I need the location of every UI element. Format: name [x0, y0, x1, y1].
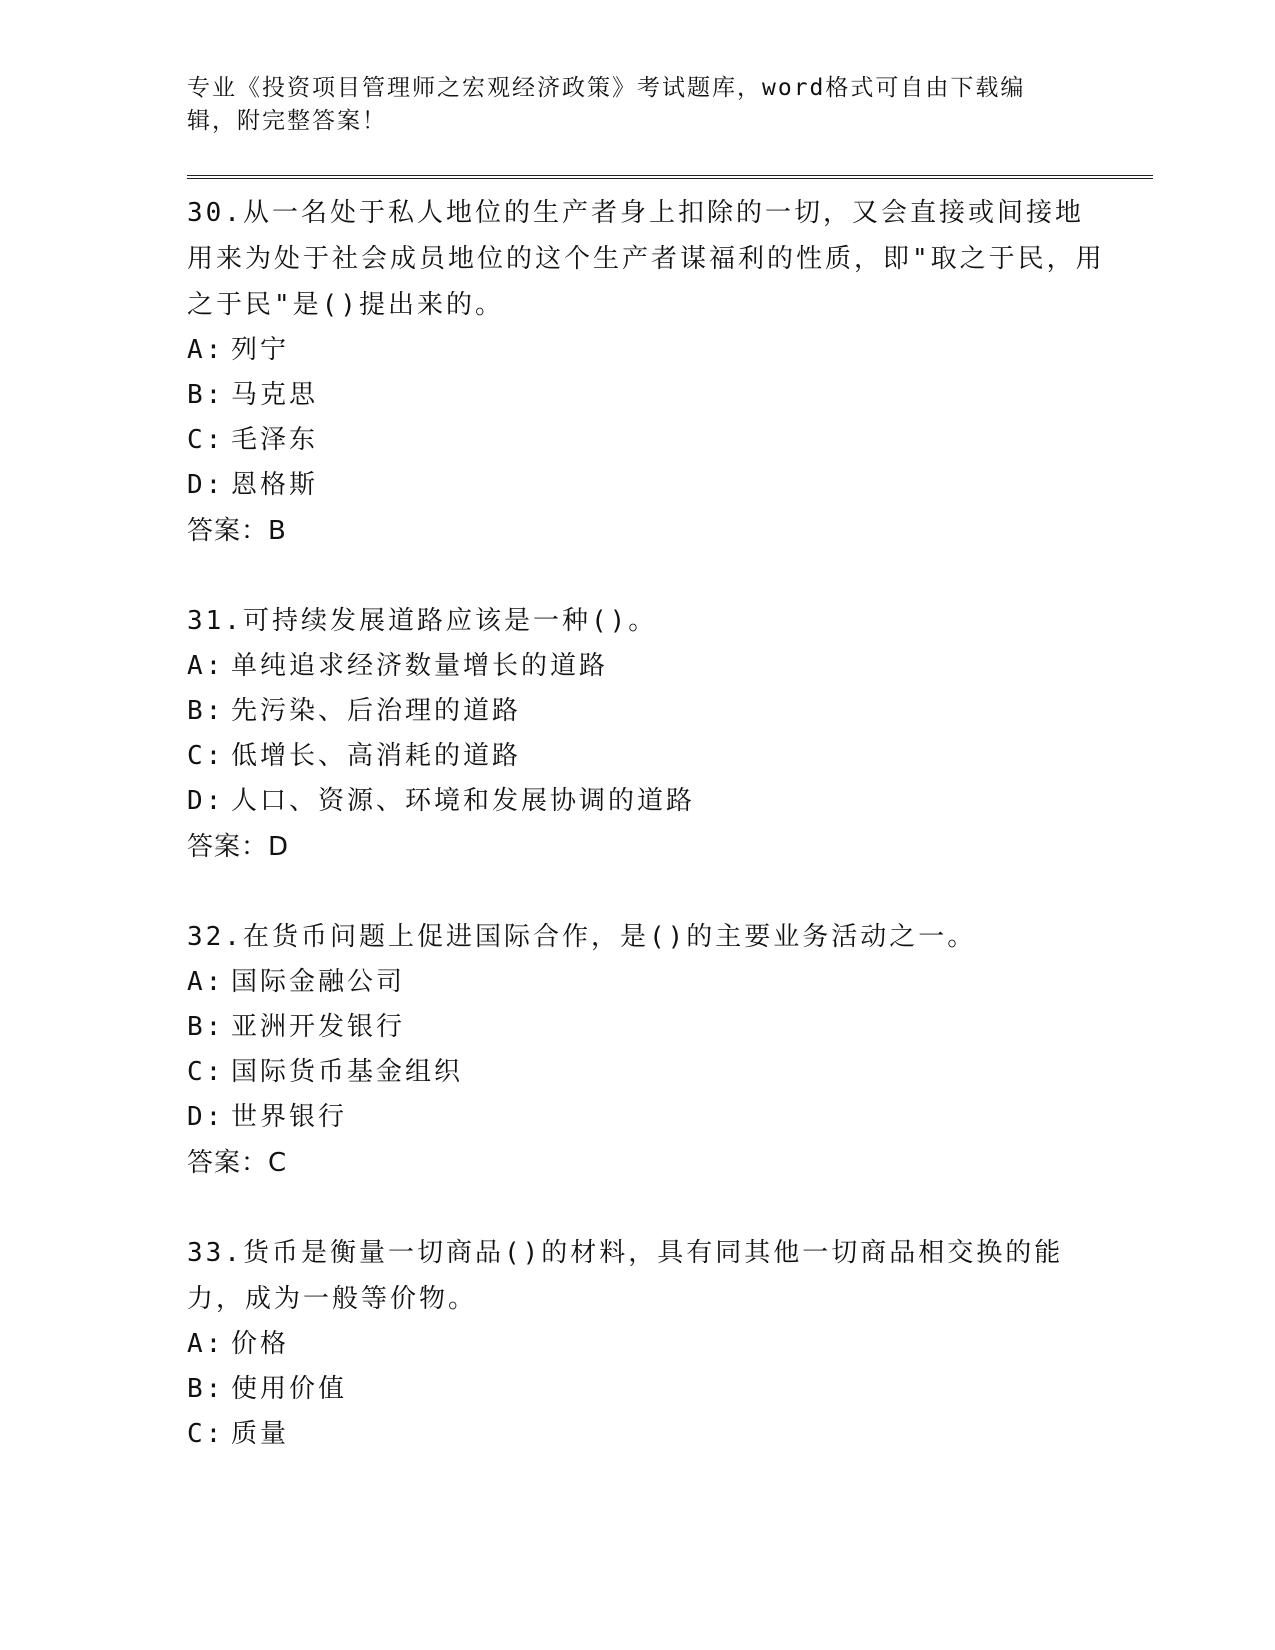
option-key: C: [187, 741, 225, 771]
option-key: D: [187, 786, 225, 816]
question-list [187, 190, 1107, 1501]
option-key: C: [187, 1419, 225, 1449]
question-31 [187, 598, 1107, 870]
option-c [187, 1050, 1107, 1095]
answer-line: 答案：C [187, 1148, 288, 1178]
option-b [187, 689, 1107, 734]
option-c [187, 734, 1107, 779]
option-text: 先污染、后治理的道路 [231, 696, 522, 726]
option-key: B: [187, 696, 225, 726]
question-stem: 30.从一名处于私人地位的生产者身上扣除的一切，又会直接或间接地用来为处于社会成员地位的这个生产者谋福利的性质，即"取之于民，用之于民"是()提出来的。 [187, 198, 1105, 320]
question-33 [187, 1230, 1107, 1457]
option-text: 单纯追求经济数量增长的道路 [231, 651, 609, 681]
question-stem: 32.在货币问题上促进国际合作，是()的主要业务活动之一。 [187, 922, 977, 952]
option-a [187, 328, 1107, 373]
option-text: 价格 [231, 1329, 290, 1359]
option-key: A: [187, 1329, 225, 1359]
option-key: A: [187, 651, 225, 681]
option-b [187, 1367, 1107, 1412]
option-c [187, 418, 1107, 463]
option-c [187, 1412, 1107, 1457]
question-stem: 31.可持续发展道路应该是一种()。 [187, 606, 658, 636]
option-text: 国际金融公司 [231, 967, 406, 997]
option-text: 低增长、高消耗的道路 [231, 741, 522, 771]
option-key: A: [187, 967, 225, 997]
option-d [187, 1095, 1107, 1140]
option-text: 国际货币基金组织 [231, 1057, 464, 1087]
option-text: 世界银行 [231, 1102, 348, 1132]
option-a [187, 644, 1107, 689]
option-text: 毛泽东 [231, 425, 319, 455]
option-key: D: [187, 1102, 225, 1132]
question-32 [187, 914, 1107, 1186]
option-b [187, 1005, 1107, 1050]
option-d [187, 463, 1107, 508]
header-divider [187, 175, 1153, 179]
option-key: C: [187, 1057, 225, 1087]
option-text: 使用价值 [231, 1374, 348, 1404]
option-text: 质量 [231, 1419, 290, 1449]
option-key: B: [187, 1374, 225, 1404]
question-30 [187, 190, 1107, 554]
option-d [187, 779, 1107, 824]
option-key: A: [187, 335, 225, 365]
option-key: C: [187, 425, 225, 455]
option-text: 列宁 [231, 335, 290, 365]
option-text: 恩格斯 [231, 470, 319, 500]
option-key: D: [187, 470, 225, 500]
option-key: B: [187, 1012, 225, 1042]
option-text: 马克思 [231, 380, 319, 410]
option-a [187, 1322, 1107, 1367]
option-b [187, 373, 1107, 418]
answer-line: 答案：B [187, 516, 287, 546]
option-key: B: [187, 380, 225, 410]
document-header: 专业《投资项目管理师之宏观经济政策》考试题库，word格式可自由下载编辑，附完整答案！ [187, 75, 1026, 134]
answer-line: 答案：D [187, 832, 290, 862]
option-a [187, 960, 1107, 1005]
option-text: 亚洲开发银行 [231, 1012, 406, 1042]
option-text: 人口、资源、环境和发展协调的道路 [231, 786, 696, 816]
question-stem: 33.货币是衡量一切商品()的材料，具有同其他一切商品相交换的能力，成为一般等价物。 [187, 1238, 1064, 1314]
